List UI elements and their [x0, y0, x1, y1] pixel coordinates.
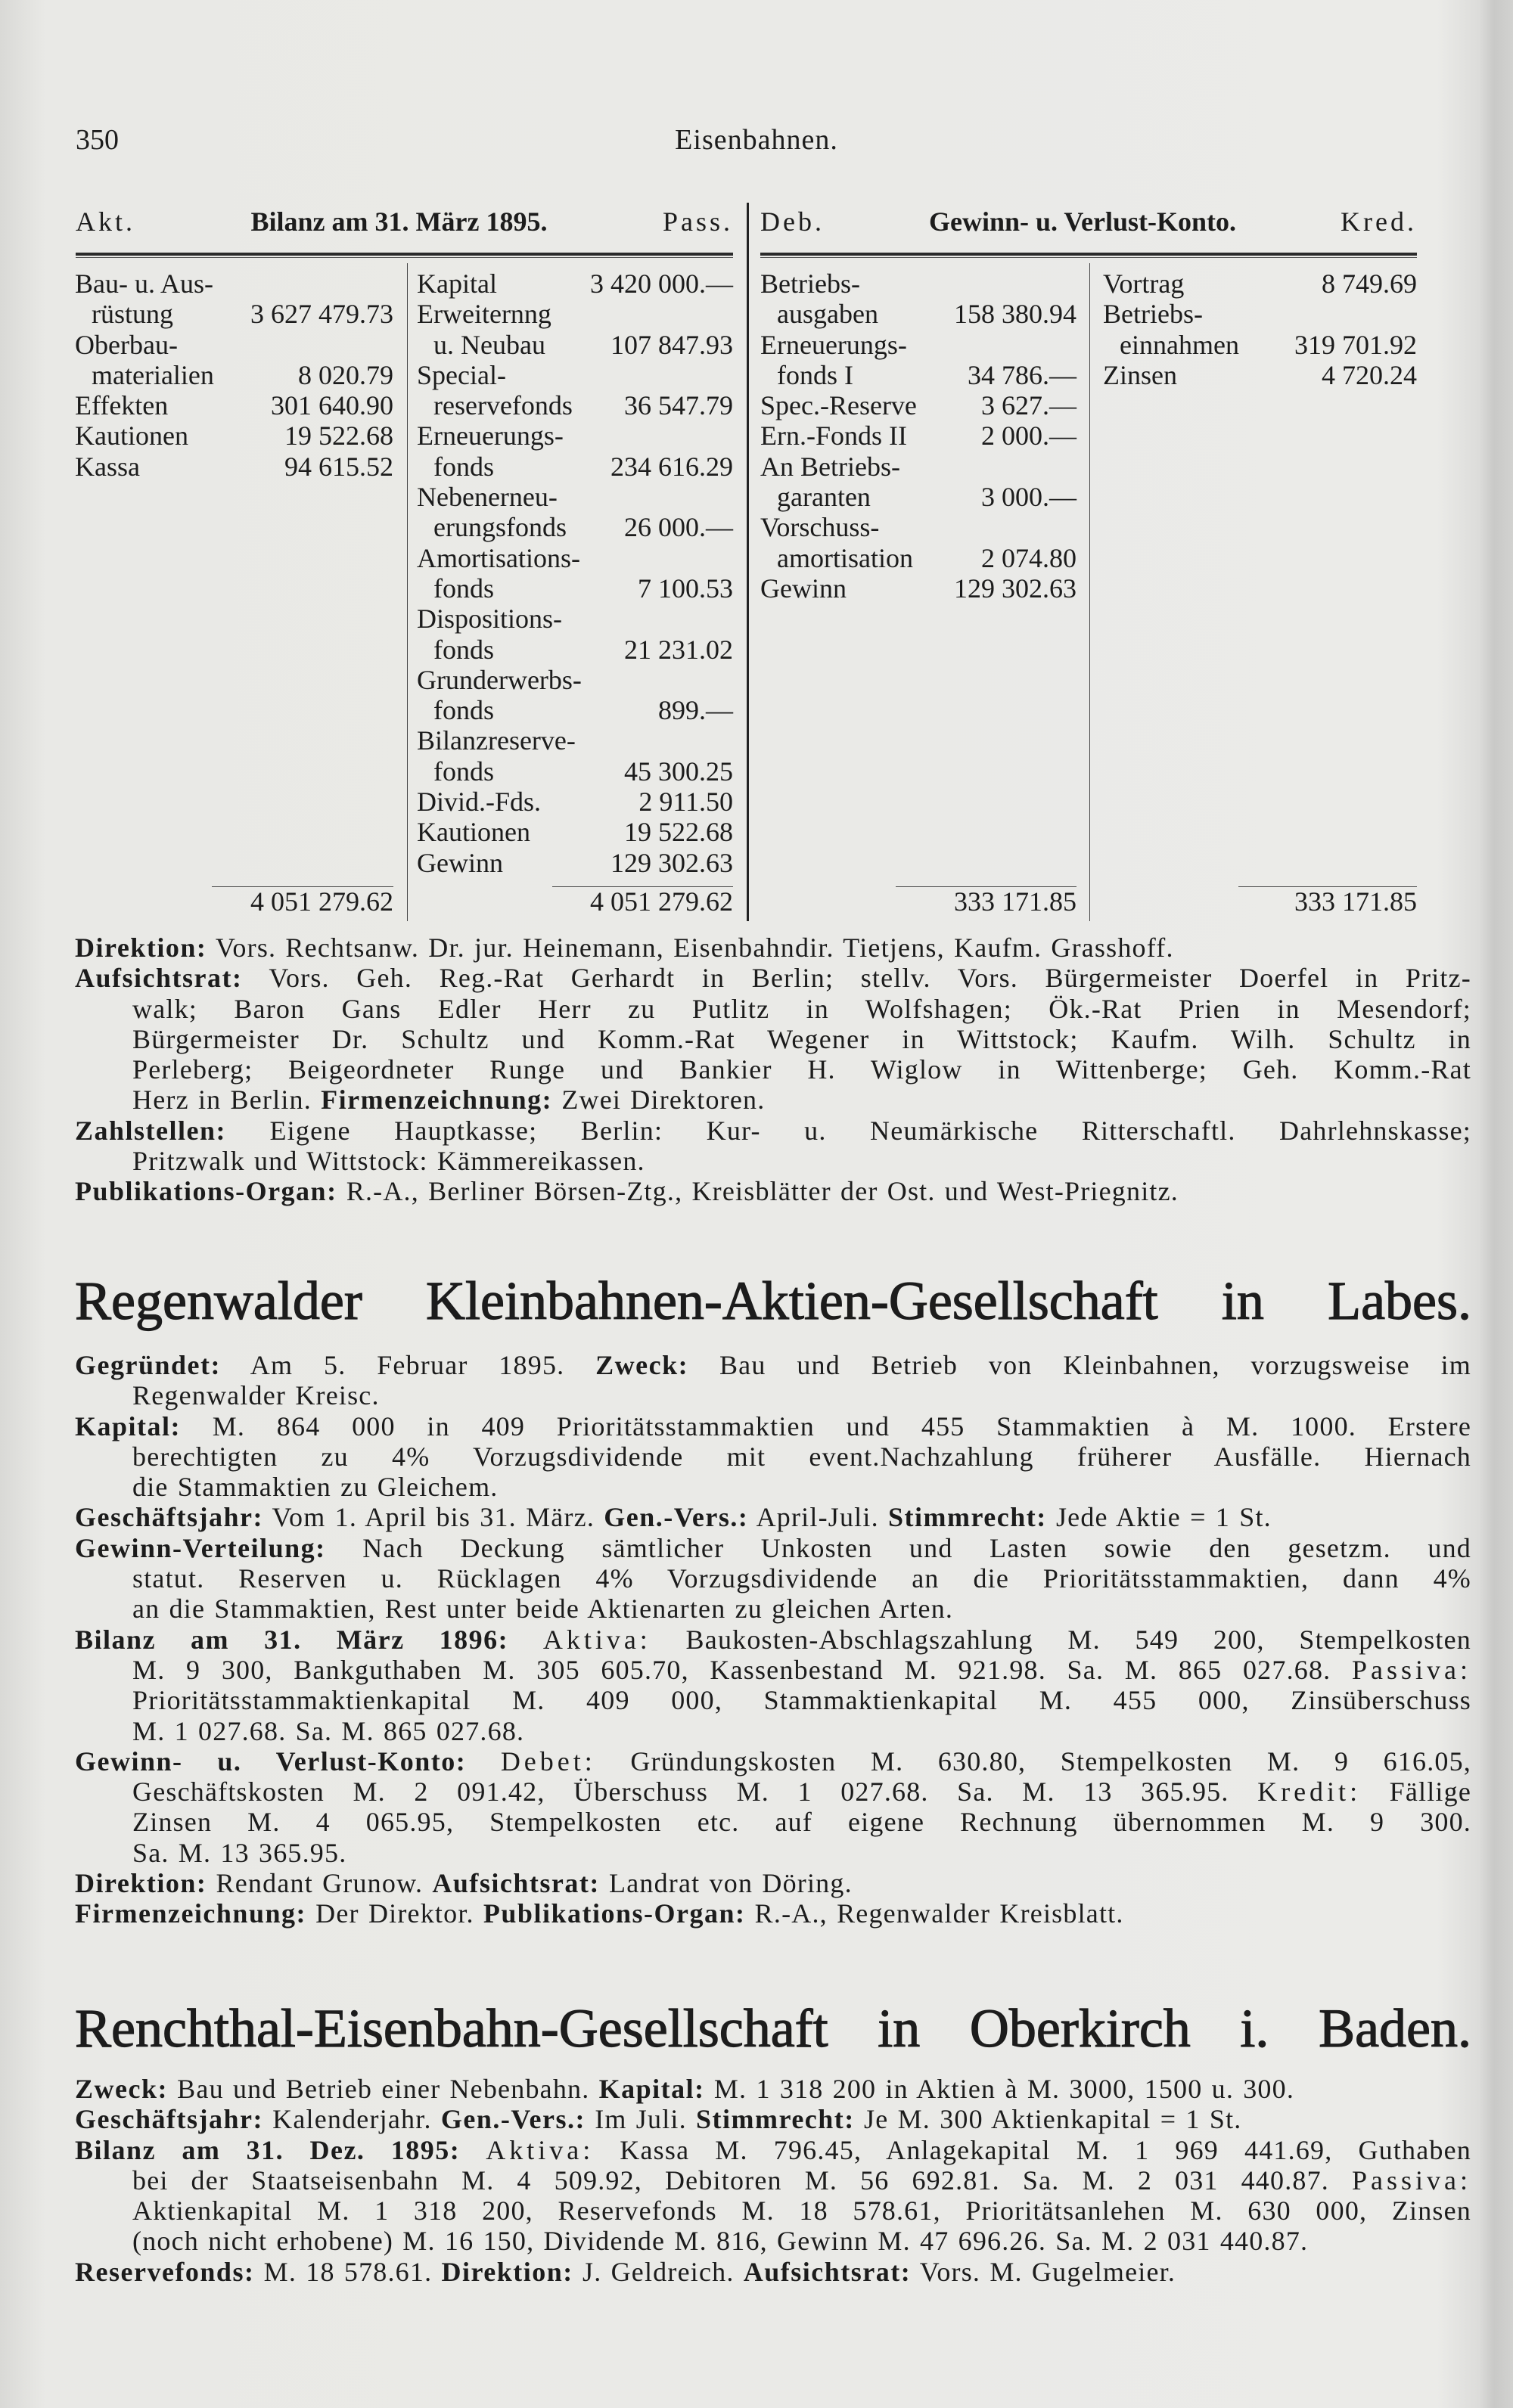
spaced-label: Debet: [500, 1745, 596, 1777]
field-text [466, 1746, 501, 1777]
spaced-label: Passiva: [1351, 1654, 1471, 1685]
field-text: Gründungskosten M. 630.80, Stempelkosten M. 9 616.05, [595, 1745, 1472, 1777]
field-label: Aufsichtsrat: [432, 1868, 600, 1899]
ledger-row [417, 817, 733, 847]
ledger-row [760, 452, 1076, 482]
field-label: Geschäftsjahr: [75, 1502, 263, 1533]
field-label: Direktion: [441, 2256, 573, 2287]
ledger-label: Effekten [75, 390, 169, 421]
ledger-row [760, 390, 1076, 420]
ledger-label: fonds [433, 756, 494, 787]
ledger-row [1103, 330, 1417, 360]
text-line [75, 1807, 1471, 1837]
field-text: Sa. M. 13 365.95. [132, 1837, 347, 1868]
ledger-row [760, 268, 1076, 299]
ledger-row [75, 360, 393, 390]
ledger-row [75, 268, 393, 299]
field-text: Bürgermeister Dr. Schultz und Komm.-Rat Wegener in Wittstock; Kaufm. Wilh. Schultz in [132, 1023, 1471, 1054]
field-text: statut. Reserven u. Rücklagen 4% Vorzugsdividende an die Prioritätsstammaktien, dann 4% [132, 1563, 1471, 1594]
ledger-label: u. Neubau [433, 329, 545, 360]
ledger-label: fonds [433, 695, 494, 726]
paragraph [75, 1898, 1471, 1929]
ledger-label: An Betriebs- [760, 451, 900, 482]
field-text: R.-A., Regenwalder Kreisblatt. [745, 1898, 1124, 1929]
paragraph [75, 2257, 1471, 2287]
field-text: Kassa M. 796.45, Anlagekapital M. 1 969 441.69, Guthaben [594, 2134, 1471, 2165]
ledger-label: Amortisations- [417, 542, 580, 573]
ledger-label: Gewinn [417, 847, 503, 878]
ledger-label: Oberbau- [75, 329, 178, 360]
ledger-label: materialien [92, 359, 214, 390]
field-text: Eigene Hauptkasse; Berlin: Kur- u. Neumärkische Ritterschaftl. Dahrlehnskasse; [226, 1115, 1471, 1146]
text-line [75, 2226, 1471, 2256]
field-text: walk; Baron Gans Edler Herr zu Putlitz in Wolfshagen; Ök.-Rat Prien in Mesendorf; [132, 993, 1471, 1024]
text-line [75, 2257, 1471, 2287]
ledger-row [417, 420, 733, 451]
ledger-value: 107 847.93 [610, 329, 733, 360]
ledger-row [417, 848, 733, 878]
kredit-total: 333 171.85 [1294, 886, 1417, 917]
field-label: Zahlstellen: [75, 1115, 227, 1146]
text-line [75, 1441, 1471, 1472]
field-text: Baukosten-Abschlagszahlung M. 549 200, Stempelkosten [651, 1624, 1471, 1655]
ledger-label: Dispositions- [417, 604, 563, 635]
field-text: R.-A., Berliner Börsen-Ztg., Kreisblätter der Ost. und West-Priegnitz. [337, 1176, 1179, 1207]
debet-total: 333 171.85 [954, 886, 1076, 917]
ledger-row [417, 787, 733, 817]
passiva-column [417, 268, 733, 878]
paragraph [75, 1411, 1471, 1503]
field-text: Bau und Betrieb von Kleinbahnen, vorzugsweise im [688, 1350, 1472, 1380]
ledger-label: Bilanzreserve- [417, 725, 576, 756]
ledger-value: 319 701.92 [1294, 329, 1417, 360]
ledger-value: 8 749.69 [1322, 268, 1417, 299]
ledger-value: 4 720.24 [1322, 359, 1417, 390]
field-text: Am 5. Februar 1895. [220, 1350, 596, 1380]
balance-double-rule [76, 253, 733, 258]
text-line [75, 1024, 1471, 1054]
field-text: Rendant Grunow. [207, 1868, 433, 1899]
ledger-label: Spec.-Reserve [760, 390, 917, 421]
company-details-section [75, 932, 1471, 1207]
field-text: Vom 1. April bis 31. März. [263, 1502, 604, 1533]
ledger-row [75, 420, 393, 451]
ledger-value: 36 547.79 [624, 390, 733, 421]
page-number: 350 [76, 124, 119, 156]
field-text: Geschäftskosten M. 2 091.42, Überschuss M. 1 027.68. Sa. M. 13 365.95. [132, 1777, 1258, 1808]
field-label: Stimmrecht: [887, 1502, 1047, 1533]
field-label: Bilanz am 31. Dez. 1895: [75, 2134, 461, 2165]
text-line [75, 1593, 1471, 1624]
ledger-row [760, 512, 1076, 542]
field-label: Direktion: [75, 932, 207, 963]
text-line [75, 1868, 1471, 1898]
section-title-renchthal: Renchthal-Eisenbahn-Gesellschaft in Oberkirch i. Baden. [75, 1998, 1471, 2059]
text-line [75, 2195, 1471, 2226]
field-text: Regenwalder Kreisc. [132, 1380, 380, 1411]
ledger-value: 129 302.63 [610, 847, 733, 878]
paragraph [75, 1868, 1471, 1898]
ledger-value: 19 522.68 [284, 420, 393, 452]
field-text: Pritzwalk und Wittstock: Kämmereikassen. [132, 1146, 645, 1177]
ledger-row [760, 420, 1076, 451]
ledger-label: Divid.-Fds. [417, 787, 542, 818]
text-line [75, 1716, 1471, 1746]
field-text: Vors. M. Gugelmeier. [911, 2256, 1176, 2287]
ledger-row [1103, 299, 1417, 329]
text-line [75, 1411, 1471, 1441]
ledger-value: 3 420 000.— [590, 268, 733, 299]
pl-column-divider [1089, 263, 1090, 921]
paragraph [75, 932, 1471, 963]
text-line [75, 1176, 1471, 1206]
spaced-label: Passiva: [1351, 2164, 1471, 2195]
text-line [75, 1116, 1471, 1146]
field-label: Reservefonds: [75, 2256, 255, 2287]
ledger-value: 234 616.29 [610, 451, 733, 482]
field-label: Aufsichtsrat: [743, 2256, 912, 2287]
field-text: M. 864 000 in 409 Prioritätsstammaktien und 455 Stammaktien à M. 1000. Erstere [181, 1410, 1471, 1441]
spaced-label: Aktiva: [542, 1624, 651, 1655]
aktiva-total: 4 051 279.62 [250, 886, 393, 917]
passiva-label: Pass. [662, 206, 733, 237]
ledger-value: 7 100.53 [638, 573, 733, 604]
field-text: Aktienkapital M. 1 318 200, Reservefonds M. 18 578.61, Prioritätsanlehen M. 630 000, Zinsen [132, 2195, 1471, 2226]
ledger-value: 3 000.— [981, 482, 1076, 513]
field-label: Bilanz am 31. März 1896: [75, 1624, 509, 1655]
text-line [75, 1746, 1471, 1777]
field-text: Bau und Betrieb einer Nebenbahn. [167, 2074, 599, 2104]
text-line [75, 2165, 1471, 2195]
ledger-row [417, 390, 733, 420]
ledger-row [75, 330, 393, 360]
text-line [75, 1502, 1471, 1532]
field-text: Fällige [1361, 1777, 1471, 1808]
ledger-label: Erneuerungs- [417, 420, 564, 452]
paragraph [75, 1533, 1471, 1624]
ledger-value: 3 627.— [981, 390, 1076, 421]
section-title-regenwalder: Regenwalder Kleinbahnen-Aktien-Gesellschaft in Labes. [75, 1271, 1471, 1331]
ledger-label: Nebenerneu- [417, 482, 558, 513]
field-text: Je M. 300 Aktienkapital = 1 St. [854, 2104, 1242, 2135]
text-line [75, 2135, 1471, 2165]
paragraph [75, 2074, 1471, 2104]
ledger-label: ausgaben [777, 299, 878, 330]
ledger-row [417, 268, 733, 299]
text-line [75, 1685, 1471, 1715]
ledger-value: 34 786.— [968, 359, 1076, 390]
field-text: Vors. Rechtsanw. Dr. jur. Heinemann, Eisenbahndir. Tietjens, Kaufm. Grasshoff. [207, 932, 1174, 963]
balance-column-divider [407, 263, 408, 921]
field-text: M. 18 578.61. [254, 2256, 442, 2287]
ledger-value: 2 074.80 [981, 542, 1076, 573]
paragraph [75, 1624, 1471, 1746]
paragraph [75, 2135, 1471, 2257]
field-label: Kapital: [598, 2074, 705, 2104]
kredit-label: Kred. [1341, 206, 1417, 237]
ledger-row [417, 299, 733, 329]
balance-header [76, 203, 733, 240]
ledger-value: 21 231.02 [624, 634, 733, 665]
ledger-label: Grunderwerbs- [417, 664, 582, 695]
ledger-label: fonds [433, 573, 494, 604]
ledger-row [760, 482, 1076, 512]
text-line [75, 963, 1471, 993]
ledger-row [417, 360, 733, 390]
field-label: Stimmrecht: [696, 2104, 855, 2135]
ledger-label: amortisation [777, 542, 913, 573]
ledger-row [417, 452, 733, 482]
field-label: Publikations-Organ: [75, 1176, 337, 1207]
text-line [75, 1777, 1471, 1807]
ledger-label: Vorschuss- [760, 512, 880, 543]
paragraph [75, 963, 1471, 1115]
debet-label: Deb. [760, 206, 825, 237]
ledger-value: 2 000.— [981, 420, 1076, 452]
table-separator [747, 203, 749, 921]
spaced-label: Kredit: [1257, 1777, 1362, 1808]
ledger-label: Betriebs- [760, 268, 860, 299]
debet-column [760, 268, 1076, 604]
field-label: Gen.-Vers.: [440, 2104, 586, 2135]
renchthal-section [75, 2074, 1471, 2287]
ledger-label: einnahmen [1120, 329, 1239, 360]
ledger-label: fonds I [777, 359, 853, 390]
ledger-row [417, 543, 733, 573]
field-label: Gen.-Vers.: [604, 1502, 749, 1533]
ledger-row [417, 756, 733, 787]
ledger-row [760, 543, 1076, 573]
field-text: die Stammaktien zu Gleichem. [132, 1472, 499, 1503]
field-text [508, 1624, 543, 1655]
ledger-label: Ern.-Fonds II [760, 420, 907, 452]
ledger-row [1103, 268, 1417, 299]
field-label: Gewinn- u. Verlust-Konto: [75, 1745, 467, 1777]
field-text: Zinsen M. 4 065.95, Stempelkosten etc. auf eigene Rechnung übernommen M. 9 300. [132, 1807, 1471, 1838]
ledger-value: 899.— [658, 695, 733, 726]
text-line [75, 994, 1471, 1024]
ledger-row [417, 635, 733, 665]
field-text: Nach Deckung sämtlicher Unkosten und Lasten sowie den gesetzm. und [325, 1532, 1471, 1563]
passiva-total: 4 051 279.62 [590, 886, 733, 917]
running-title: Eisenbahnen. [675, 124, 838, 156]
ledger-value: 129 302.63 [954, 573, 1076, 604]
text-line [75, 1563, 1471, 1593]
ledger-row [760, 330, 1076, 360]
ledger-label: Kapital [417, 268, 497, 299]
ledger-row [760, 299, 1076, 329]
field-text: M. 1 318 200 in Aktien à M. 3000, 1500 u. 300. [704, 2074, 1295, 2104]
ledger-row [417, 725, 733, 756]
ledger-row [760, 573, 1076, 604]
ledger-row [417, 330, 733, 360]
field-text: Zwei Direktoren. [552, 1085, 766, 1116]
balance-title: Bilanz am 31. März 1895. [250, 206, 548, 237]
field-text: Jede Aktie = 1 St. [1046, 1502, 1272, 1533]
field-text [460, 2135, 486, 2165]
ledger-row [75, 452, 393, 482]
ledger-label: Zinsen [1103, 359, 1177, 390]
text-line [75, 1838, 1471, 1868]
ledger-row [417, 604, 733, 634]
ledger-label: fonds [433, 451, 494, 482]
ledger-label: Erneuerungs- [760, 329, 907, 360]
ledger-label: Vortrag [1103, 268, 1185, 299]
text-line [75, 1624, 1471, 1655]
text-line [75, 1380, 1471, 1410]
text-line [75, 1898, 1471, 1929]
field-label: Publikations-Organ: [483, 1898, 746, 1929]
field-text: April-Juli. [748, 1502, 888, 1533]
ledger-row [417, 695, 733, 725]
ledger-label: erungsfonds [433, 512, 567, 543]
field-text: Prioritätsstammaktienkapital M. 409 000, Stammaktienkapital M. 455 000, Zinsüberschuss [132, 1685, 1471, 1716]
text-line [75, 1054, 1471, 1085]
field-text: Landrat von Döring. [599, 1868, 853, 1899]
ledger-row [75, 299, 393, 329]
field-label: Firmenzeichnung: [321, 1085, 553, 1116]
paragraph [75, 1502, 1471, 1532]
field-label: Aufsichtsrat: [75, 963, 243, 994]
paragraph [75, 1116, 1471, 1177]
ledger-label: reservefonds [433, 390, 573, 421]
field-text: bei der Staatseisenbahn M. 4 509.92, Debitoren M. 56 692.81. Sa. M. 2 031 440.87. [132, 2164, 1352, 2195]
field-text: Perleberg; Beigeordneter Runge und Bankier H. Wiglow in Wittenberge; Geh. Komm.-Rat [132, 1054, 1471, 1085]
paragraph [75, 1350, 1471, 1411]
field-text: Der Direktor. [306, 1898, 483, 1929]
text-line [75, 1655, 1471, 1685]
field-text: Vors. Geh. Reg.-Rat Gerhardt in Berlin; stellv. Vors. Bürgermeister Doerfel in Pritz- [242, 963, 1471, 994]
field-label: Firmenzeichnung: [75, 1898, 306, 1929]
ledger-value: 45 300.25 [624, 756, 733, 787]
ledger-row [417, 665, 733, 695]
field-text: berechtigten zu 4% Vorzugsdividende mit event.Nachzahlung früherer Ausfälle. Hiernach [132, 1441, 1471, 1472]
ledger-label: fonds [433, 634, 494, 665]
field-text: M. 9 300, Bankguthaben M. 305 605.70, Kassenbestand M. 921.98. Sa. M. 865 027.68. [132, 1654, 1352, 1685]
field-label: Kapital: [75, 1410, 182, 1441]
ledger-row [1103, 360, 1417, 390]
paragraph [75, 1746, 1471, 1868]
field-text: (noch nicht erhobene) M. 16 150, Dividende M. 816, Gewinn M. 47 696.26. Sa. M. 2 031 440.87. [132, 2226, 1309, 2257]
ledger-row [75, 390, 393, 420]
text-line [75, 1085, 1471, 1115]
pl-double-rule [760, 253, 1417, 258]
ledger-row [760, 360, 1076, 390]
ledger-label: Betriebs- [1103, 299, 1203, 330]
ledger-label: Kautionen [75, 420, 188, 452]
ledger-row [417, 512, 733, 542]
ledger-value: 26 000.— [624, 512, 733, 543]
paragraph [75, 1176, 1471, 1206]
text-line [75, 932, 1471, 963]
text-line [75, 2104, 1471, 2134]
ledger-value: 158 380.94 [954, 299, 1076, 330]
ledger-label: Bau- u. Aus- [75, 268, 213, 299]
aktiva-column [75, 268, 393, 482]
field-label: Geschäftsjahr: [75, 2104, 263, 2135]
ledger-label: Kassa [75, 451, 140, 482]
kredit-column [1103, 268, 1417, 390]
text-line [75, 1533, 1471, 1563]
ledger-label: Gewinn [760, 573, 847, 604]
field-text: Herz in Berlin. [132, 1085, 322, 1116]
ledger-label: Kautionen [417, 817, 530, 848]
field-label: Direktion: [75, 1868, 207, 1899]
ledger-value: 301 640.90 [271, 390, 393, 421]
text-line [75, 2074, 1471, 2104]
field-text: an die Stammaktien, Rest unter beide Aktienarten zu gleichen Arten. [132, 1593, 954, 1624]
field-text: M. 1 027.68. Sa. M. 865 027.68. [132, 1715, 525, 1746]
regenwalder-section [75, 1350, 1471, 1929]
ledger-label: Special- [417, 359, 506, 390]
ledger-value: 3 627 479.73 [250, 299, 393, 330]
field-text: Kalenderjahr. [263, 2104, 441, 2135]
spaced-label: Aktiva: [486, 2134, 595, 2165]
ledger-value: 2 911.50 [638, 787, 733, 818]
aktiva-label: Akt. [76, 206, 135, 237]
ledger-label: rüstung [92, 299, 173, 330]
text-line [75, 1146, 1471, 1176]
field-text: Im Juli. [586, 2104, 697, 2135]
ledger-value: 19 522.68 [624, 817, 733, 848]
paragraph [75, 2104, 1471, 2134]
text-line [75, 1350, 1471, 1380]
ledger-value: 94 615.52 [284, 451, 393, 482]
ledger-value: 8 020.79 [298, 359, 393, 390]
ledger-label: Erweiternng [417, 299, 551, 330]
field-label: Zweck: [75, 2074, 168, 2104]
field-label: Zweck: [595, 1350, 689, 1380]
ledger-label: garanten [777, 482, 871, 513]
ledger-row [417, 482, 733, 512]
ledger-row [417, 573, 733, 604]
field-text: J. Geldreich. [573, 2256, 744, 2287]
field-label: Gegründet: [75, 1350, 221, 1380]
text-line [75, 1472, 1471, 1502]
pl-header [760, 203, 1417, 240]
pl-title: Gewinn- u. Verlust-Konto. [928, 206, 1237, 237]
field-label: Gewinn-Verteilung: [75, 1532, 326, 1563]
